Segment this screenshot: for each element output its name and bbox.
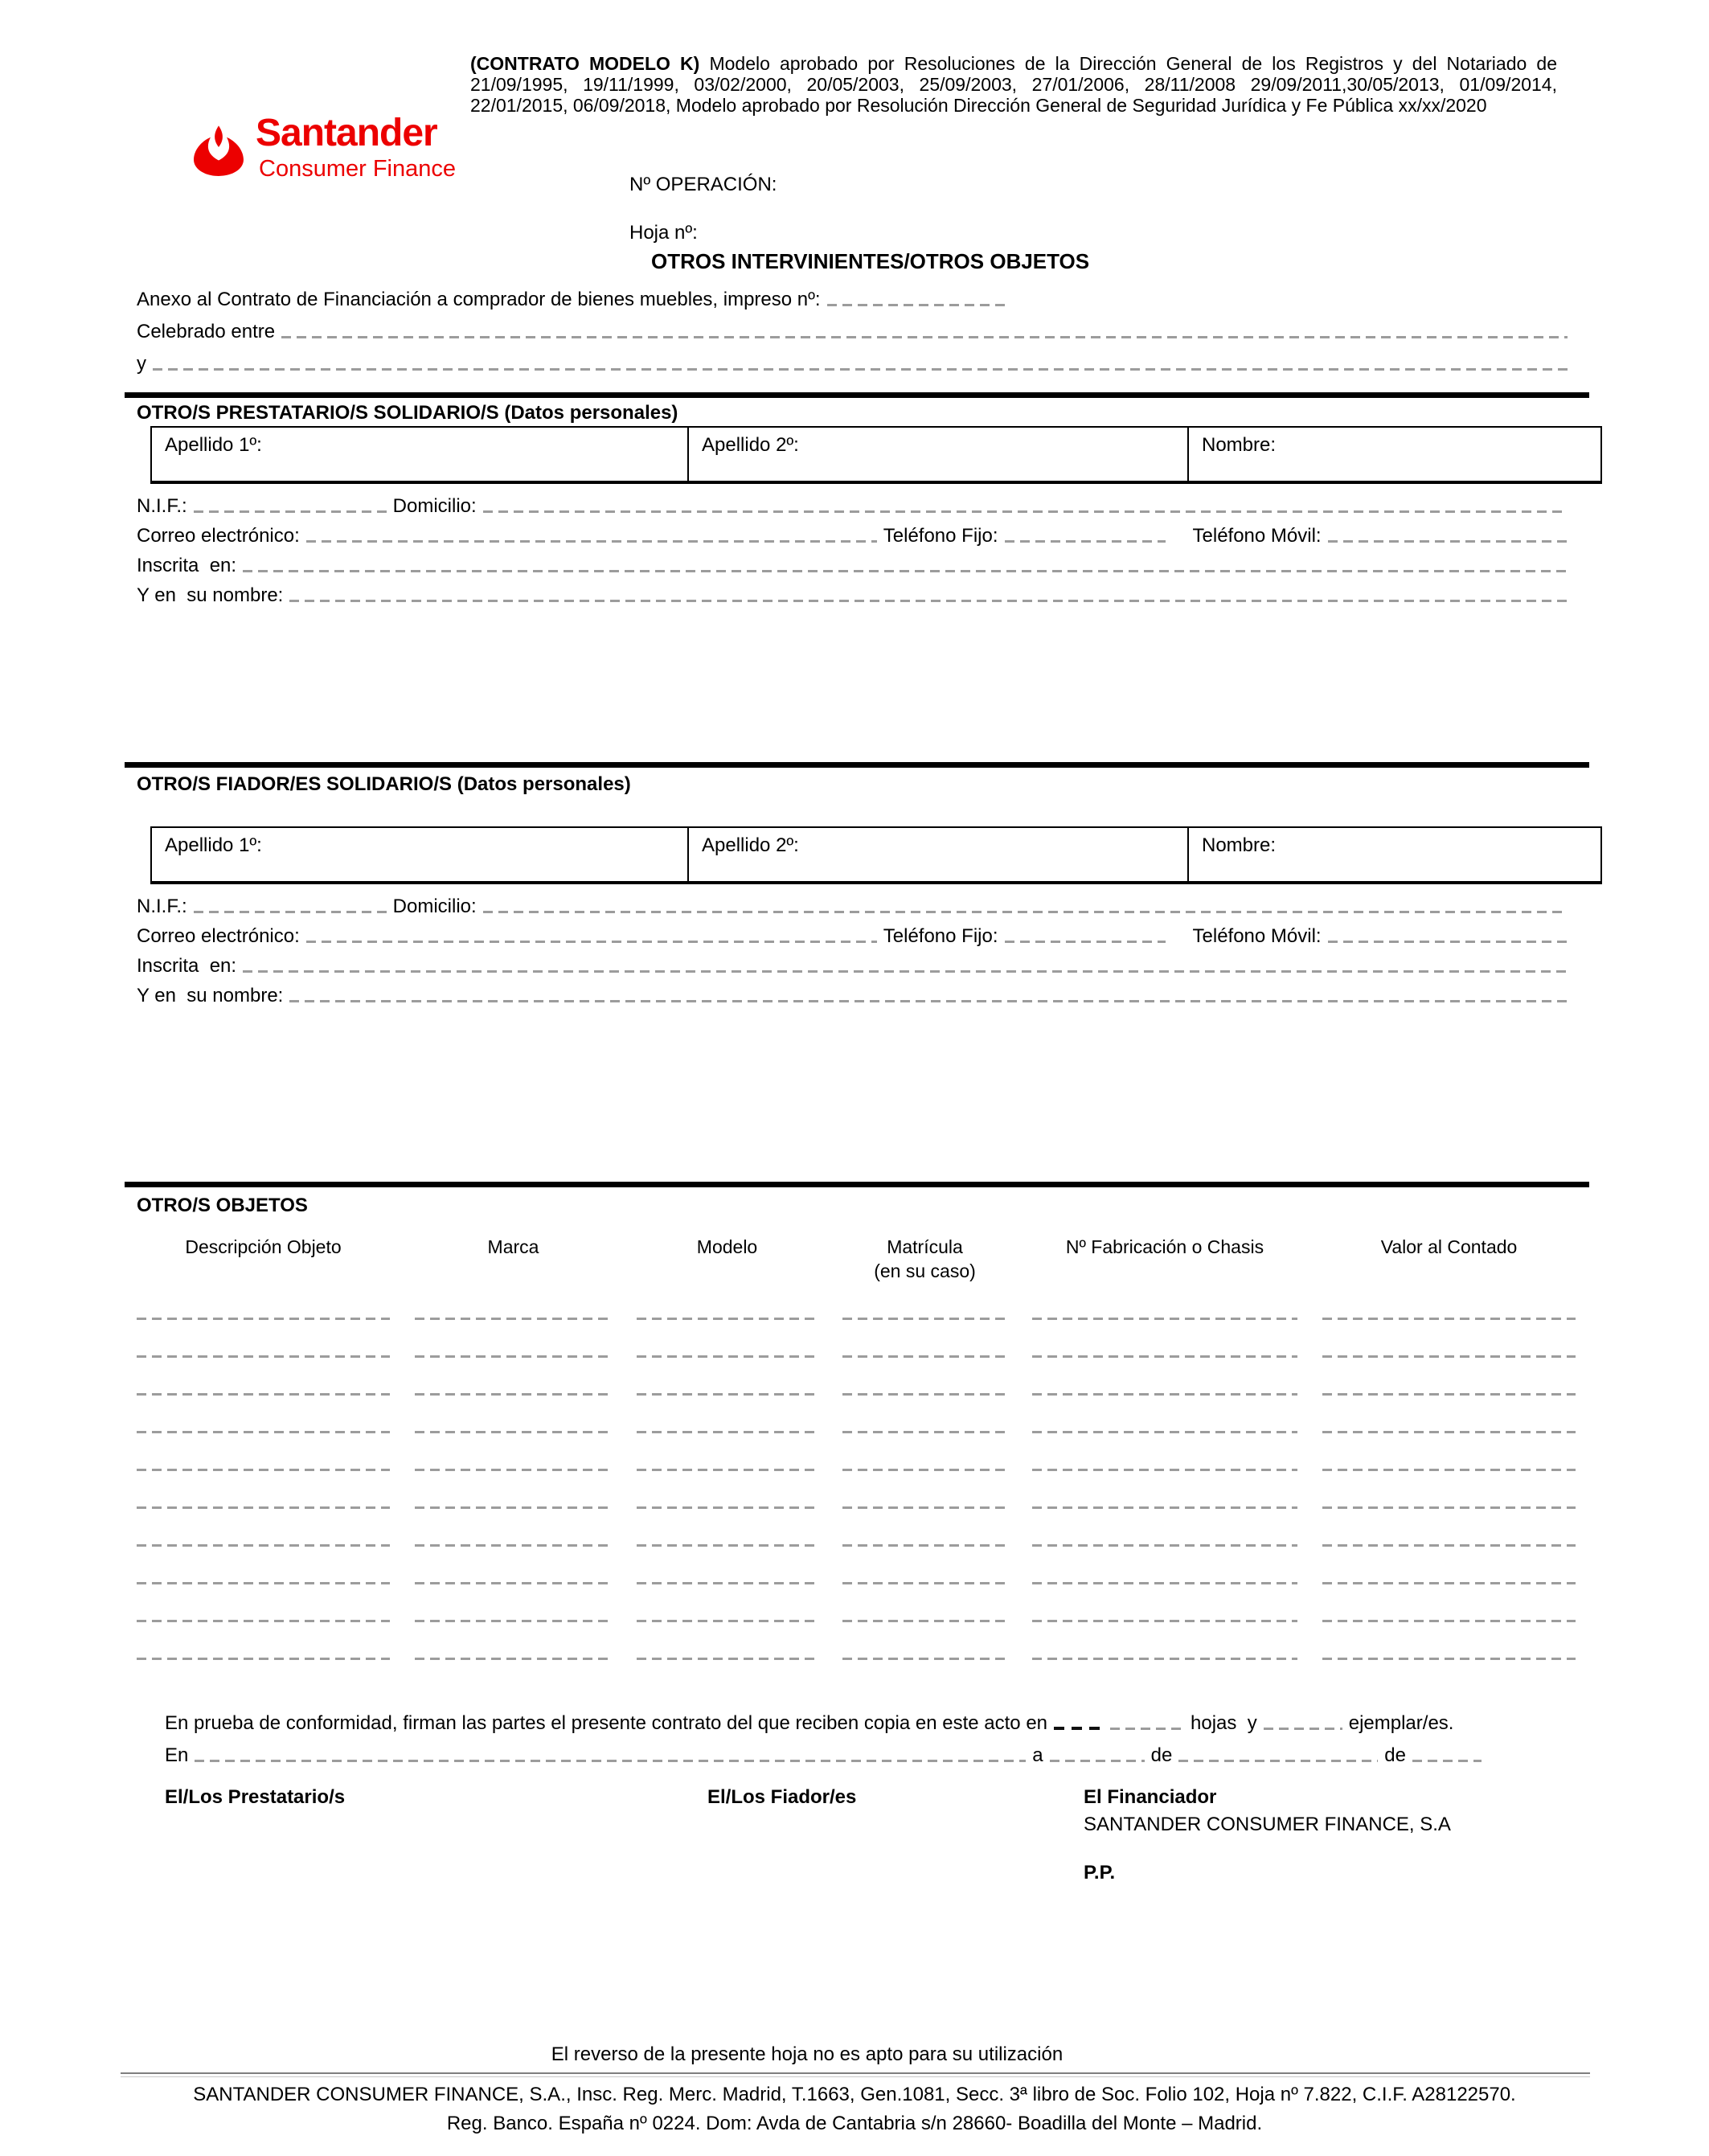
fill-in-line bbox=[1032, 1400, 1297, 1437]
col-descripcion: Descripción Objeto bbox=[185, 1236, 342, 1257]
objects-empty-row bbox=[137, 1286, 1576, 1324]
year-label: de bbox=[1384, 1744, 1406, 1766]
fill-in-line bbox=[637, 1437, 818, 1475]
fill-in-line bbox=[637, 1513, 818, 1551]
fill-in-line bbox=[1054, 1727, 1104, 1730]
fill-in-line bbox=[1050, 1760, 1145, 1762]
col-matricula: Matrícula (en su caso) bbox=[874, 1236, 976, 1281]
objects-rows bbox=[137, 1286, 1576, 1664]
fill-in-line bbox=[1412, 1760, 1482, 1762]
address-label: Domicilio: bbox=[392, 895, 477, 917]
fill-in-line bbox=[137, 1400, 390, 1437]
fill-in-line bbox=[415, 1551, 612, 1588]
behalf-label: Y en su nombre: bbox=[137, 984, 284, 1006]
fill-in-line bbox=[842, 1513, 1007, 1551]
fill-in-line bbox=[637, 1551, 818, 1588]
santander-logo bbox=[190, 114, 456, 182]
fill-in-line bbox=[194, 911, 387, 913]
signature-guarantors-label: El/Los Fiador/es bbox=[707, 1786, 857, 1808]
footer-divider bbox=[121, 2072, 1590, 2077]
and-row bbox=[137, 342, 1574, 375]
fill-in-line bbox=[637, 1626, 818, 1664]
address-label: Domicilio: bbox=[392, 494, 477, 517]
objects-empty-row bbox=[137, 1475, 1576, 1513]
fill-in-line bbox=[1322, 1286, 1576, 1324]
fill-in-line bbox=[137, 1626, 390, 1664]
approval-note bbox=[470, 53, 1557, 116]
phone-mobile-label: Teléfono Móvil: bbox=[1192, 524, 1322, 547]
fill-in-line bbox=[281, 336, 1568, 338]
nif-label: N.I.F.: bbox=[137, 895, 187, 917]
fill-in-line bbox=[483, 911, 1568, 913]
day-label: a bbox=[1032, 1744, 1043, 1766]
borrower-fields bbox=[137, 487, 1574, 606]
fill-in-line bbox=[1322, 1588, 1576, 1626]
fill-in-line bbox=[137, 1551, 390, 1588]
intro-block bbox=[137, 278, 1574, 375]
annex-label: Anexo al Contrato de Financiación a comprador de bienes muebles, impreso nº: bbox=[137, 288, 821, 310]
col-fabricacion: Nº Fabricación o Chasis bbox=[1065, 1236, 1264, 1257]
fill-in-line bbox=[415, 1588, 612, 1626]
fill-in-line bbox=[1032, 1437, 1297, 1475]
brand-subtitle: Consumer Finance bbox=[259, 156, 456, 182]
fill-in-line bbox=[1322, 1362, 1576, 1400]
fill-in-line bbox=[1264, 1728, 1342, 1730]
document-title: OTROS INTERVINIENTES/OTROS OBJETOS bbox=[651, 249, 1090, 273]
section-title-borrowers: OTRO/S PRESTATARIO/S SOLIDARIO/S (Datos personales) bbox=[137, 402, 678, 424]
fill-in-line bbox=[842, 1626, 1007, 1664]
annex-row bbox=[137, 278, 1574, 310]
fill-in-line bbox=[637, 1475, 818, 1513]
section-divider bbox=[125, 1182, 1589, 1187]
approval-note-model: (CONTRATO MODELO K) bbox=[470, 53, 700, 74]
fill-in-line bbox=[415, 1475, 612, 1513]
fill-in-line bbox=[194, 510, 387, 513]
email-label: Correo electrónico: bbox=[137, 524, 300, 547]
objects-empty-row bbox=[137, 1588, 1576, 1626]
fill-in-line bbox=[842, 1551, 1007, 1588]
nif-row bbox=[137, 887, 1574, 917]
fill-in-line bbox=[1032, 1513, 1297, 1551]
fill-in-line bbox=[415, 1286, 612, 1324]
fill-in-line bbox=[415, 1400, 612, 1437]
nif-row bbox=[137, 487, 1574, 517]
pp-label: P.P. bbox=[1084, 1862, 1116, 1883]
registered-row bbox=[137, 547, 1574, 576]
registered-row bbox=[137, 947, 1574, 977]
closing-place-date-row bbox=[165, 1736, 1488, 1766]
col-marca: Marca bbox=[487, 1236, 539, 1257]
objects-empty-row bbox=[137, 1362, 1576, 1400]
phone-fixed-label: Teléfono Fijo: bbox=[883, 924, 998, 947]
registered-label: Inscrita en: bbox=[137, 954, 237, 977]
registered-label: Inscrita en: bbox=[137, 554, 237, 576]
surname1-cell: Apellido 1º: bbox=[165, 834, 262, 856]
name-table-borrowers bbox=[150, 426, 1602, 484]
fill-in-line bbox=[842, 1475, 1007, 1513]
fill-in-line bbox=[243, 970, 1568, 973]
phone-fixed-label: Teléfono Fijo: bbox=[883, 524, 998, 547]
santander-flame-icon bbox=[190, 125, 248, 177]
operation-number-label: Nº OPERACIÓN: bbox=[629, 174, 777, 195]
fill-in-line bbox=[637, 1324, 818, 1362]
section-title-guarantors: OTRO/S FIADOR/ES SOLIDARIO/S (Datos personales) bbox=[137, 773, 631, 795]
behalf-row bbox=[137, 576, 1574, 606]
fill-in-line bbox=[137, 1588, 390, 1626]
fill-in-line bbox=[1005, 540, 1166, 543]
fill-in-line bbox=[827, 304, 1008, 306]
fill-in-line bbox=[1322, 1400, 1576, 1437]
fill-in-line bbox=[415, 1324, 612, 1362]
phone-mobile-label: Teléfono Móvil: bbox=[1192, 924, 1322, 947]
fill-in-line bbox=[637, 1286, 818, 1324]
fill-in-line bbox=[137, 1475, 390, 1513]
fill-in-line bbox=[842, 1286, 1007, 1324]
fill-in-line bbox=[1328, 540, 1568, 543]
objects-empty-row bbox=[137, 1626, 1576, 1664]
fill-in-line bbox=[637, 1362, 818, 1400]
reverse-notice: El reverso de la presente hoja no es apto para su utilización bbox=[551, 2043, 1064, 2065]
closing-text: En prueba de conformidad, firman las partes el presente contrato del que reciben copia en este acto en bbox=[165, 1711, 1048, 1734]
objects-column-headers bbox=[137, 1225, 1576, 1283]
name-table-guarantors bbox=[150, 826, 1602, 884]
fill-in-line bbox=[1322, 1513, 1576, 1551]
celebrated-row bbox=[137, 310, 1574, 342]
fill-in-line bbox=[137, 1362, 390, 1400]
guarantor-fields bbox=[137, 887, 1574, 1006]
section-title-objects: OTRO/S OBJETOS bbox=[137, 1195, 308, 1216]
fill-in-line bbox=[137, 1286, 390, 1324]
objects-empty-row bbox=[137, 1551, 1576, 1588]
footer-company-line1: SANTANDER CONSUMER FINANCE, S.A., Insc. Reg. Merc. Madrid, T.1663, Gen.1081, Secc. 3ª libro de Soc. Folio 102, Hoja nº 7.822, C.I.F. A28122570. bbox=[193, 2084, 1516, 2105]
objects-empty-row bbox=[137, 1324, 1576, 1362]
behalf-label: Y en su nombre: bbox=[137, 584, 284, 606]
fill-in-line bbox=[637, 1588, 818, 1626]
closing-hojas-label: hojas y bbox=[1191, 1711, 1257, 1734]
name-cell: Nombre: bbox=[1187, 828, 1600, 881]
and-label: y bbox=[137, 352, 146, 375]
month-label: de bbox=[1150, 1744, 1173, 1766]
objects-empty-row bbox=[137, 1437, 1576, 1475]
footer-company-line2: Reg. Banco. España nº 0224. Dom: Avda de Cantabria s/n 28660- Boadilla del Monte – Madrid. bbox=[446, 2113, 1263, 2134]
fill-in-line bbox=[289, 1000, 1568, 1002]
fill-in-line bbox=[637, 1400, 818, 1437]
fill-in-line bbox=[483, 510, 1568, 513]
fill-in-line bbox=[842, 1400, 1007, 1437]
fill-in-line bbox=[137, 1513, 390, 1551]
fill-in-line bbox=[1322, 1475, 1576, 1513]
email-phone-row bbox=[137, 917, 1574, 947]
fill-in-line bbox=[1032, 1551, 1297, 1588]
fill-in-line bbox=[1322, 1437, 1576, 1475]
email-label: Correo electrónico: bbox=[137, 924, 300, 947]
fill-in-line bbox=[842, 1324, 1007, 1362]
fill-in-line bbox=[1322, 1551, 1576, 1588]
fill-in-line bbox=[1178, 1760, 1378, 1762]
fill-in-line bbox=[842, 1588, 1007, 1626]
brand-name: Santander bbox=[256, 112, 437, 154]
fill-in-line bbox=[1005, 941, 1166, 943]
section-divider bbox=[125, 762, 1589, 768]
place-label: En bbox=[165, 1744, 189, 1766]
fill-in-line bbox=[306, 540, 877, 543]
sheet-number-label: Hoja nº: bbox=[629, 222, 698, 244]
objects-empty-row bbox=[137, 1400, 1576, 1437]
surname2-cell: Apellido 2º: bbox=[687, 828, 1187, 881]
email-phone-row bbox=[137, 517, 1574, 547]
fill-in-line bbox=[137, 1437, 390, 1475]
fill-in-line bbox=[243, 570, 1568, 572]
fill-in-line bbox=[289, 600, 1568, 602]
fill-in-line bbox=[415, 1437, 612, 1475]
fill-in-line bbox=[137, 1324, 390, 1362]
surname1-cell: Apellido 1º: bbox=[165, 434, 262, 456]
surname2-cell: Apellido 2º: bbox=[687, 428, 1187, 481]
fill-in-line bbox=[1032, 1626, 1297, 1664]
fill-in-line bbox=[195, 1760, 1026, 1762]
fill-in-line bbox=[1322, 1626, 1576, 1664]
fill-in-line bbox=[1032, 1362, 1297, 1400]
fill-in-line bbox=[1328, 941, 1568, 943]
approval-note-text: Modelo aprobado por Resoluciones de la Dirección General de los Registros y del Notariado de 21/09/1995, 19/11/1999, 03/02/2000, 20/05/2003, 25/09/2003, 27/01/2006, 28/11/2008 29/09/2011,30/05/2013, 01/09/2014, 22/01/2015, 06/09/2018, Modelo aprobado por Resolución Dirección General de Seguridad Jurídica y Fe Pública xx/xx/2020 bbox=[470, 53, 1557, 116]
behalf-row bbox=[137, 977, 1574, 1006]
col-modelo: Modelo bbox=[696, 1236, 758, 1257]
financier-company-name: SANTANDER CONSUMER FINANCE, S.A bbox=[1084, 1814, 1451, 1835]
closing-copies-row bbox=[165, 1704, 1564, 1734]
fill-in-line bbox=[1322, 1324, 1576, 1362]
fill-in-line bbox=[1032, 1324, 1297, 1362]
section-divider bbox=[125, 392, 1589, 398]
fill-in-line bbox=[306, 941, 877, 943]
fill-in-line bbox=[1032, 1588, 1297, 1626]
name-cell: Nombre: bbox=[1187, 428, 1600, 481]
col-valor: Valor al Contado bbox=[1380, 1236, 1518, 1257]
objects-empty-row bbox=[137, 1513, 1576, 1551]
fill-in-line bbox=[1032, 1475, 1297, 1513]
fill-in-line bbox=[1032, 1286, 1297, 1324]
signature-borrowers-label: El/Los Prestatario/s bbox=[165, 1786, 346, 1808]
fill-in-line bbox=[415, 1362, 612, 1400]
fill-in-line bbox=[415, 1513, 612, 1551]
fill-in-line bbox=[842, 1437, 1007, 1475]
fill-in-line bbox=[842, 1362, 1007, 1400]
signature-financier-label: El Financiador bbox=[1084, 1786, 1217, 1808]
fill-in-line bbox=[153, 368, 1568, 371]
fill-in-line bbox=[415, 1626, 612, 1664]
closing-ejemplar-label: ejemplar/es. bbox=[1348, 1711, 1454, 1734]
fill-in-line bbox=[1110, 1728, 1184, 1730]
celebrated-label: Celebrado entre bbox=[137, 320, 276, 342]
nif-label: N.I.F.: bbox=[137, 494, 187, 517]
